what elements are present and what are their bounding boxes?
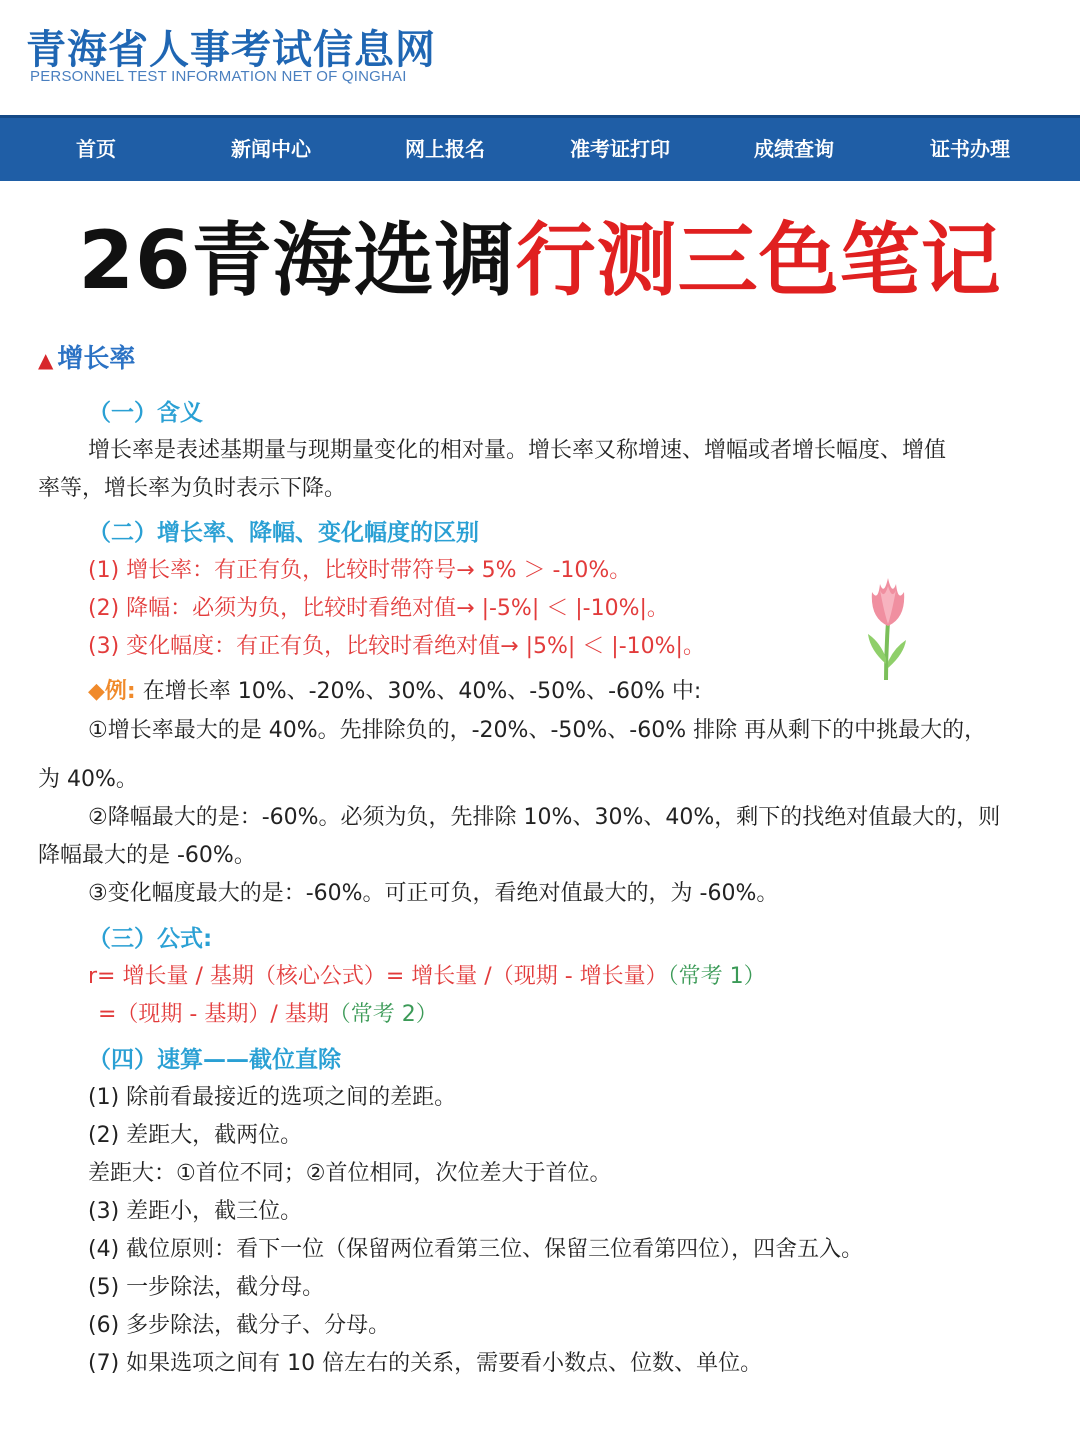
section-1-para-line1: 增长率是表述基期量与现期量变化的相对量。增长率又称增速、增幅或者增长幅度、增值 — [88, 438, 947, 463]
nav-item-score-query[interactable]: 成绩查询 — [754, 137, 834, 161]
example-line — [88, 677, 701, 707]
site-subtitle: PERSONNEL TEST INFORMATION NET OF QINGHAI — [30, 68, 407, 85]
list-item: (3) 差距小，截三位。 — [88, 1199, 303, 1224]
nav-item-home[interactable]: 首页 — [76, 137, 116, 161]
section-1-para-line2: 率等，增长率为负时表示下降。 — [38, 476, 347, 501]
section-2-title: （二）增长率、降幅、变化幅度的区别 — [88, 520, 479, 546]
triangle-icon: ▲ — [38, 348, 54, 372]
rule-change-range: (3) 变化幅度：有正有负，比较时看绝对值→ |5%| ＜ |-10%|。 — [88, 634, 705, 659]
example-1-line2: 为 40%。 — [38, 767, 138, 792]
formula-1-note: （常考 1） — [667, 964, 766, 989]
main-heading — [38, 344, 135, 375]
list-item: (1) 除前看最接近的选项之间的差距。 — [88, 1085, 457, 1110]
nav-item-news[interactable]: 新闻中心 — [231, 137, 311, 161]
formula-2: =（现期 - 基期）/ 基期 — [98, 1002, 329, 1027]
list-item: (6) 多步除法，截分子、分母。 — [88, 1313, 391, 1338]
section-1-title: （一）含义 — [88, 400, 203, 426]
list-item: (2) 差距大，截两位。 — [88, 1123, 303, 1148]
doc-title-black: 26青海选调 — [78, 214, 516, 307]
site-title[interactable]: 青海省人事考试信息网 — [26, 27, 436, 73]
section-4-title: （四）速算——截位直除 — [88, 1047, 341, 1073]
list-item: 差距大：①首位不同；②首位相同，次位差大于首位。 — [88, 1161, 612, 1186]
main-nav — [0, 115, 1080, 181]
nav-item-register[interactable]: 网上报名 — [405, 137, 485, 161]
tulip-icon — [862, 572, 914, 684]
formula-2-note: （常考 2） — [328, 1002, 438, 1027]
example-label: ◆例: — [88, 679, 136, 704]
formula-1: r= 增长量 / 基期（核心公式）= 增长量 /（现期 - 增长量） — [88, 964, 668, 989]
site-header — [0, 0, 1080, 115]
doc-title — [0, 196, 1080, 311]
rule-growth-rate: (1) 增长率：有正有负，比较时带符号→ 5% ＞ -10%。 — [88, 558, 632, 583]
nav-item-admission-ticket[interactable]: 准考证打印 — [570, 137, 670, 161]
nav-item-certificate[interactable]: 证书办理 — [930, 137, 1010, 161]
example-2-line1: ②降幅最大的是：-60%。必须为负，先排除 10%、30%、40%，剩下的找绝对值最大的，则 — [88, 805, 1001, 830]
doc-title-red: 行测三色笔记 — [515, 214, 1002, 307]
example-1-line1: ①增长率最大的是 40%。先排除负的，-20%、-50%、-60% 排除 再从剩下的中挑最大的， — [88, 718, 987, 743]
main-heading-text: 增长率 — [57, 344, 136, 374]
section-3-title: （三）公式: — [88, 926, 213, 952]
formula-line-2 — [98, 1000, 438, 1030]
rule-decline: (2) 降幅：必须为负，比较时看绝对值→ |-5%| ＜ |-10%|。 — [88, 596, 669, 621]
example-2-line2: 降幅最大的是 -60%。 — [38, 843, 256, 868]
list-item: (7) 如果选项之间有 10 倍左右的关系，需要看小数点、位数、单位。 — [88, 1351, 763, 1376]
formula-line-1 — [88, 962, 766, 992]
list-item: (4) 截位原则：看下一位（保留两位看第三位、保留三位看第四位），四舍五入。 — [88, 1237, 864, 1262]
list-item: (5) 一步除法，截分母。 — [88, 1275, 325, 1300]
example-text: 在增长率 10%、-20%、30%、40%、-50%、-60% 中: — [135, 679, 702, 704]
example-3: ③变化幅度最大的是：-60%。可正可负，看绝对值最大的，为 -60%。 — [88, 881, 779, 906]
